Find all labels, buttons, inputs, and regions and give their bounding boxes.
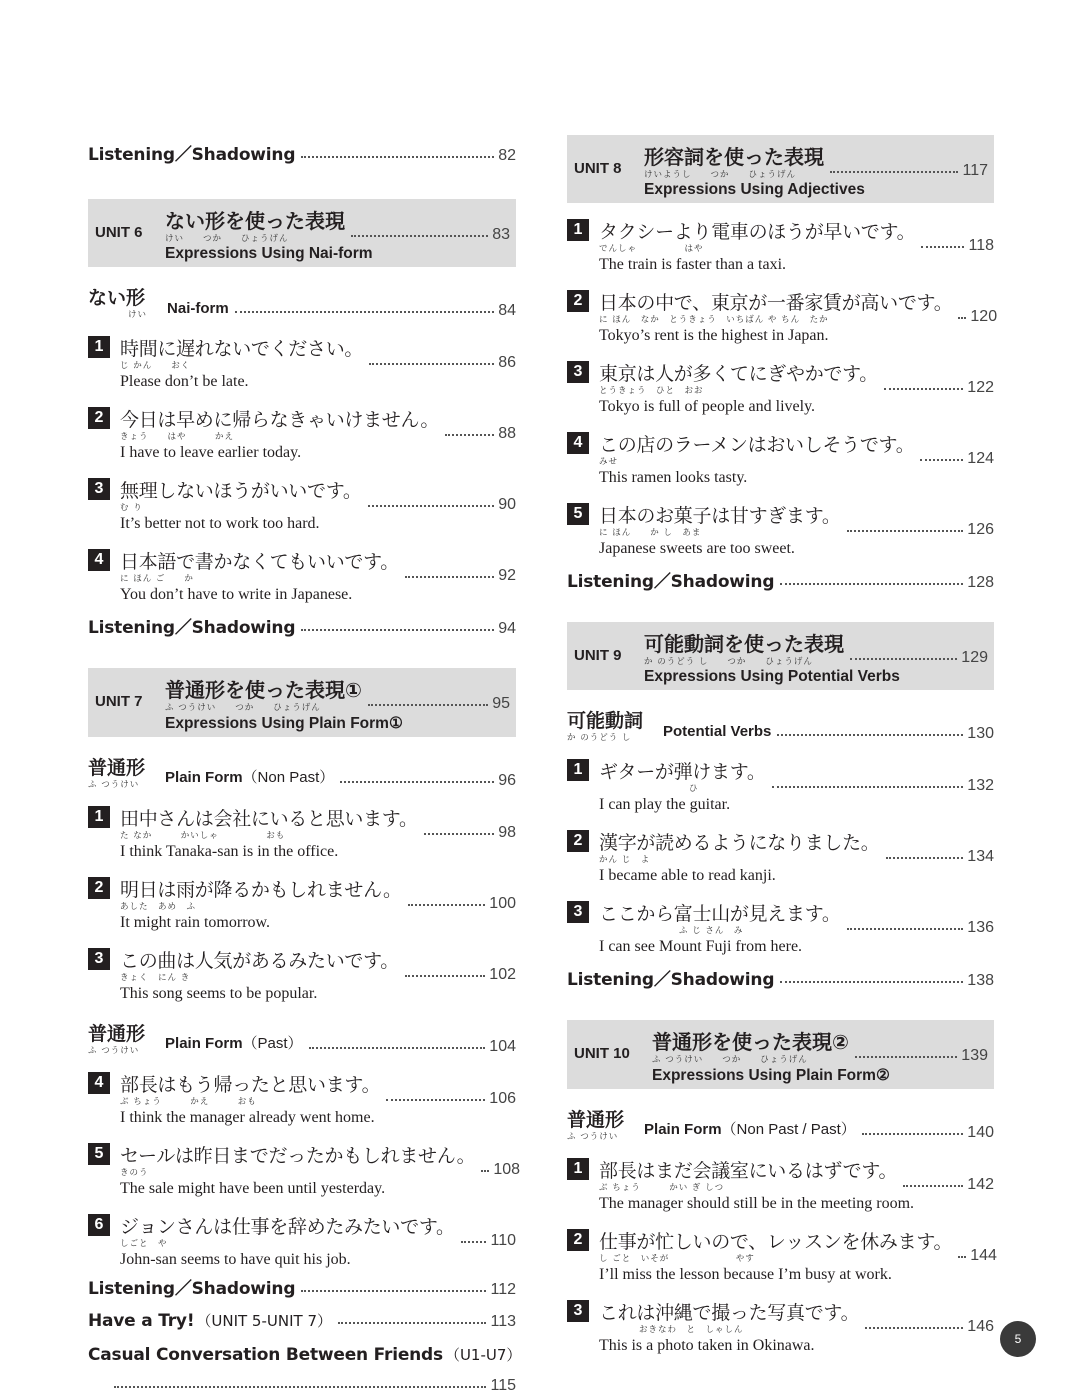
section-en: Nai-form bbox=[167, 300, 229, 317]
unit-7-header[interactable] bbox=[88, 668, 516, 737]
item-number: 2 bbox=[88, 877, 110, 899]
item-page: 124 bbox=[967, 450, 994, 467]
unit-code: UNIT 6 bbox=[95, 224, 143, 241]
item-page: 86 bbox=[498, 354, 516, 371]
entry-label: Listening／Shadowing bbox=[88, 1279, 296, 1299]
item-page: 146 bbox=[967, 1318, 994, 1335]
lesson-item[interactable] bbox=[88, 946, 516, 1003]
item-en: I think Tanaka-san is in the office. bbox=[120, 843, 339, 860]
lesson-item[interactable] bbox=[567, 757, 994, 814]
section-page: 140 bbox=[967, 1124, 994, 1141]
toc-entry-have-a-try[interactable] bbox=[88, 1299, 516, 1331]
item-en: Japanese sweets are too sweet. bbox=[599, 540, 795, 557]
leader-dots bbox=[855, 1056, 957, 1058]
entry-label: Listening／Shadowing bbox=[88, 618, 296, 638]
entry-label: Have a Try! bbox=[88, 1311, 195, 1331]
unit-page: 117 bbox=[962, 162, 988, 179]
item-number: 2 bbox=[567, 290, 589, 312]
item-page: 126 bbox=[967, 521, 994, 538]
item-en: The manager should still be in the meeting room. bbox=[599, 1195, 915, 1212]
item-page: 108 bbox=[493, 1161, 521, 1178]
item-page: 90 bbox=[498, 496, 516, 513]
leader-dots bbox=[777, 734, 963, 736]
leader-dots bbox=[114, 1386, 486, 1388]
item-jp: 部長はもう帰ったと思います。 ぶ ちょう かえ おも bbox=[120, 1074, 381, 1107]
lesson-item[interactable] bbox=[567, 430, 994, 487]
leader-dots bbox=[368, 704, 488, 706]
lesson-item[interactable] bbox=[88, 1070, 516, 1127]
section-page: 104 bbox=[489, 1038, 516, 1055]
item-number: 1 bbox=[567, 219, 589, 241]
leader-dots bbox=[847, 928, 964, 930]
unit-title: 普通形を使った表現② ふ つうけい つか ひょうげん bbox=[652, 1030, 849, 1065]
item-jp: 明日は雨が降るかもしれません。 あした あめ ふ bbox=[120, 879, 402, 912]
entry-page: 112 bbox=[490, 1281, 516, 1298]
item-page: 120 bbox=[970, 308, 998, 325]
entry-label: Casual Conversation Between Friends bbox=[88, 1345, 443, 1365]
lesson-item[interactable] bbox=[88, 875, 516, 932]
item-number: 1 bbox=[88, 806, 110, 828]
leader-dots bbox=[958, 317, 966, 319]
item-jp: 日本語で書かなくてもいいです。 に ほん ご か bbox=[120, 551, 399, 584]
section-en: Plain Form（Non Past / Past） bbox=[644, 1121, 856, 1138]
leader-dots bbox=[847, 530, 964, 532]
item-jp: この曲は人気があるみたいです。 きょく にん き bbox=[120, 950, 399, 983]
section-page: 84 bbox=[498, 302, 516, 319]
lesson-item[interactable] bbox=[567, 899, 994, 956]
item-en: I think the manager already went home. bbox=[120, 1109, 375, 1126]
unit-code: UNIT 8 bbox=[574, 160, 622, 177]
unit-subtitle: Expressions Using Plain Form① bbox=[165, 715, 403, 732]
leader-dots bbox=[338, 1322, 487, 1324]
entry-page: 138 bbox=[967, 972, 994, 989]
item-number: 2 bbox=[567, 1229, 589, 1251]
section-page: 96 bbox=[498, 772, 516, 789]
item-number: 5 bbox=[567, 503, 589, 525]
leader-dots bbox=[368, 505, 495, 507]
leader-dots bbox=[958, 1256, 966, 1258]
toc-entry-listening-unit8[interactable] bbox=[567, 558, 994, 592]
item-en: The train is faster than a taxi. bbox=[599, 256, 787, 273]
unit-page: 83 bbox=[492, 226, 510, 243]
section-furigana: けい bbox=[128, 310, 148, 320]
unit-page: 139 bbox=[961, 1047, 988, 1064]
item-page: 110 bbox=[490, 1232, 516, 1249]
leader-dots bbox=[884, 388, 963, 390]
lesson-item[interactable] bbox=[88, 1212, 516, 1269]
lesson-item[interactable] bbox=[567, 217, 994, 274]
item-jp: 無理しないほうがいいです。 む り bbox=[120, 480, 362, 513]
leader-dots bbox=[301, 156, 494, 158]
entry-page: 128 bbox=[967, 574, 994, 591]
leader-dots bbox=[780, 981, 963, 983]
item-page: 118 bbox=[968, 237, 994, 254]
item-number: 2 bbox=[88, 407, 110, 429]
item-en: It might rain tomorrow. bbox=[120, 914, 271, 931]
item-jp: ジョンさんは仕事を辞めたみたいです。 しごと や bbox=[120, 1216, 455, 1249]
item-en: This is a photo taken in Okinawa. bbox=[599, 1337, 815, 1354]
entry-page: 94 bbox=[498, 620, 516, 637]
item-en: You don’t have to write in Japanese. bbox=[120, 586, 353, 603]
section-title: 普通形 ふ つうけい bbox=[567, 1109, 625, 1142]
unit-title: 可能動詞を使った表現 か のうどう し つか ひょうげん bbox=[644, 632, 844, 667]
section-plain-form-non-past[interactable] bbox=[88, 753, 516, 790]
item-jp: 漢字が読めるようになりました。 かん じ よ bbox=[599, 832, 880, 865]
leader-dots bbox=[886, 857, 964, 859]
item-number: 4 bbox=[88, 1072, 110, 1094]
item-page: 136 bbox=[967, 919, 994, 936]
leader-dots bbox=[301, 629, 494, 631]
leader-dots bbox=[865, 1327, 963, 1329]
item-page: 102 bbox=[489, 966, 516, 983]
leader-dots bbox=[780, 583, 963, 585]
leader-dots bbox=[386, 1099, 485, 1101]
unit-furigana: けい つか ひょうげん bbox=[165, 234, 289, 244]
lesson-item[interactable] bbox=[567, 1298, 994, 1355]
unit-9-header[interactable] bbox=[567, 622, 994, 690]
lesson-item[interactable] bbox=[88, 804, 516, 861]
section-en: Plain Form（Past） bbox=[165, 1035, 303, 1052]
item-page: 106 bbox=[489, 1090, 516, 1107]
entry-label: Listening／Shadowing bbox=[567, 572, 775, 592]
item-jp: 今日は早めに帰らなきゃいけません。 きょう はや かえ bbox=[120, 409, 440, 442]
item-number: 5 bbox=[88, 1143, 110, 1165]
item-page: 144 bbox=[970, 1247, 997, 1264]
entry-sub: （U1-U7） bbox=[444, 1346, 522, 1364]
leader-dots bbox=[405, 576, 494, 578]
leader-dots bbox=[830, 171, 958, 173]
lesson-item[interactable] bbox=[567, 1156, 994, 1213]
leader-dots bbox=[369, 363, 494, 365]
unit-title: 普通形を使った表現① ふ つうけい つか ひょうげん bbox=[165, 678, 362, 713]
item-en: John-san seems to have quit his job. bbox=[120, 1251, 351, 1268]
toc-left-column bbox=[88, 135, 522, 1395]
lesson-item[interactable] bbox=[88, 476, 516, 533]
item-jp: ギターが弾けます。 ひ bbox=[599, 761, 766, 794]
item-page: 142 bbox=[967, 1176, 994, 1193]
leader-dots bbox=[405, 975, 485, 977]
leader-dots bbox=[481, 1170, 489, 1172]
item-number: 1 bbox=[88, 336, 110, 358]
unit-subtitle: Expressions Using Plain Form② bbox=[652, 1067, 890, 1084]
entry-label: Listening／Shadowing bbox=[88, 145, 296, 165]
unit-code: UNIT 7 bbox=[95, 693, 143, 710]
unit-6-header[interactable] bbox=[88, 199, 516, 267]
item-en: I have to leave earlier today. bbox=[120, 444, 302, 461]
section-page: 130 bbox=[967, 725, 994, 742]
unit-title: ない形を使った表現 けい つか ひょうげん bbox=[165, 209, 345, 244]
section-plain-form-past[interactable] bbox=[88, 1019, 516, 1056]
lesson-item[interactable] bbox=[88, 1141, 521, 1198]
item-en: This song seems to be popular. bbox=[120, 985, 318, 1002]
leader-dots bbox=[772, 786, 964, 788]
lesson-item[interactable] bbox=[567, 1227, 997, 1284]
unit-code: UNIT 10 bbox=[574, 1045, 630, 1062]
unit-furigana: ふ つうけい つか ひょうげん bbox=[165, 703, 321, 713]
leader-dots bbox=[445, 434, 494, 436]
item-number: 4 bbox=[88, 549, 110, 571]
item-jp: これは沖縄で撮った写真です。 おきなわ と しゃしん bbox=[599, 1302, 860, 1335]
item-jp: セールは昨日までだったかもしれません。 きのう bbox=[120, 1145, 476, 1178]
toc-entry-listening-intro[interactable] bbox=[88, 135, 516, 165]
item-number: 1 bbox=[567, 759, 589, 781]
unit-title: 形容詞を使った表現 けいようし つか ひょうげん bbox=[644, 145, 824, 180]
lesson-item[interactable] bbox=[88, 405, 516, 462]
item-page: 122 bbox=[967, 379, 994, 396]
lesson-item[interactable] bbox=[567, 828, 994, 885]
section-nai-form[interactable] bbox=[88, 283, 516, 320]
unit-subtitle: Expressions Using Nai-form bbox=[165, 245, 373, 262]
item-page: 134 bbox=[967, 848, 994, 865]
entry-page: 82 bbox=[498, 147, 516, 164]
item-page: 98 bbox=[498, 824, 516, 841]
entry-label: Listening／Shadowing bbox=[567, 970, 775, 990]
item-jp: タクシーより電車のほうが早いです。 でんしゃ はや bbox=[599, 221, 916, 254]
item-jp: 仕事が忙しいので、レッスンを休みます。 し ごと いそが やす bbox=[599, 1231, 953, 1264]
section-title: 可能動詞 か のうどう し bbox=[567, 710, 644, 743]
item-page: 92 bbox=[498, 567, 516, 584]
item-en: The sale might have been until yesterday. bbox=[120, 1180, 386, 1197]
item-jp: 田中さんは会社にいると思います。 た なか かいしゃ おも bbox=[120, 808, 418, 841]
leader-dots bbox=[862, 1133, 964, 1135]
leader-dots bbox=[235, 311, 495, 313]
item-en: Tokyo is full of people and lively. bbox=[599, 398, 816, 415]
item-en: It’s better not to work too hard. bbox=[120, 515, 320, 532]
toc-entry-listening-unit7[interactable] bbox=[88, 1269, 516, 1299]
unit-8-header[interactable] bbox=[567, 135, 994, 203]
item-number: 2 bbox=[567, 830, 589, 852]
item-page: 132 bbox=[967, 777, 994, 794]
toc-entry-listening-unit6[interactable] bbox=[88, 604, 516, 638]
item-jp: 日本の中で、東京が一番家賃が高いです。 に ほん なか とうきょう いちばん や ちん たか bbox=[599, 292, 953, 325]
item-en: This ramen looks tasty. bbox=[599, 469, 748, 486]
toc-entry-listening-unit9[interactable] bbox=[567, 956, 994, 990]
item-number: 3 bbox=[567, 1300, 589, 1322]
leader-dots bbox=[408, 904, 486, 906]
leader-dots bbox=[920, 459, 963, 461]
item-page: 100 bbox=[489, 895, 516, 912]
unit-10-header[interactable] bbox=[567, 1020, 994, 1089]
item-en: Tokyo’s rent is the highest in Japan. bbox=[599, 327, 829, 344]
leader-dots bbox=[301, 1290, 486, 1292]
lesson-item[interactable] bbox=[567, 501, 994, 558]
item-number: 6 bbox=[88, 1214, 110, 1236]
item-number: 3 bbox=[88, 478, 110, 500]
toc-right-column bbox=[567, 135, 998, 1355]
toc-entry-casual-conversation[interactable] bbox=[88, 1331, 522, 1395]
section-potential-verbs[interactable] bbox=[567, 706, 994, 743]
section-title: 普通形 ふ つうけい bbox=[88, 1023, 146, 1056]
item-number: 1 bbox=[567, 1158, 589, 1180]
item-jp: 日本のお菓子は甘すぎます。 に ほん か し あま bbox=[599, 505, 841, 538]
lesson-item[interactable] bbox=[88, 334, 516, 391]
entry-page: 115 bbox=[490, 1377, 516, 1394]
page-number-badge: 5 bbox=[1000, 1321, 1036, 1357]
unit-code: UNIT 9 bbox=[574, 647, 622, 664]
section-en: Plain Form（Non Past） bbox=[165, 769, 335, 786]
section-en: Potential Verbs bbox=[663, 723, 772, 740]
lesson-item[interactable] bbox=[567, 288, 998, 345]
item-jp: 東京は人が多くてにぎやかです。 とうきょう ひと おお bbox=[599, 363, 878, 396]
unit-subtitle: Expressions Using Potential Verbs bbox=[644, 668, 900, 685]
lesson-item[interactable] bbox=[567, 359, 994, 416]
item-number: 3 bbox=[567, 901, 589, 923]
item-en: I can play the guitar. bbox=[599, 796, 731, 813]
item-page: 88 bbox=[498, 425, 516, 442]
item-jp: 部長はまだ会議室にいるはずです。 ぶ ちょう かい ぎ しつ bbox=[599, 1160, 898, 1193]
unit-subtitle: Expressions Using Adjectives bbox=[644, 181, 865, 198]
leader-dots bbox=[903, 1185, 963, 1187]
leader-dots bbox=[309, 1047, 486, 1049]
entry-page: 113 bbox=[490, 1313, 516, 1330]
leader-dots bbox=[424, 833, 495, 835]
lesson-item[interactable] bbox=[88, 547, 516, 604]
unit-page: 129 bbox=[961, 649, 988, 666]
section-title: 普通形 ふ つうけい bbox=[88, 757, 146, 790]
item-en: I’ll miss the lesson because I’m busy at work. bbox=[599, 1266, 892, 1283]
leader-dots bbox=[351, 235, 488, 237]
item-jp: ここから富士山が見えます。 ふ じ さん み bbox=[599, 903, 841, 936]
leader-dots bbox=[461, 1241, 487, 1243]
item-jp: 時間に遅れないでください。 じ かん おく bbox=[120, 338, 364, 371]
item-number: 3 bbox=[88, 948, 110, 970]
item-en: I can see Mount Fuji from here. bbox=[599, 938, 803, 955]
leader-dots bbox=[921, 246, 964, 248]
item-number: 4 bbox=[567, 432, 589, 454]
unit-page: 95 bbox=[492, 695, 510, 712]
leader-dots bbox=[340, 781, 494, 783]
section-plain-form-non-past-past[interactable] bbox=[567, 1105, 994, 1142]
section-title: ない形 けい bbox=[88, 287, 148, 320]
leader-dots bbox=[850, 658, 957, 660]
entry-sub: （UNIT 5-UNIT 7） bbox=[196, 1312, 332, 1330]
item-number: 3 bbox=[567, 361, 589, 383]
item-en: I became able to read kanji. bbox=[599, 867, 776, 884]
item-jp: この店のラーメンはおいしそうです。 みせ bbox=[599, 434, 915, 467]
item-en: Please don’t be late. bbox=[120, 373, 249, 390]
